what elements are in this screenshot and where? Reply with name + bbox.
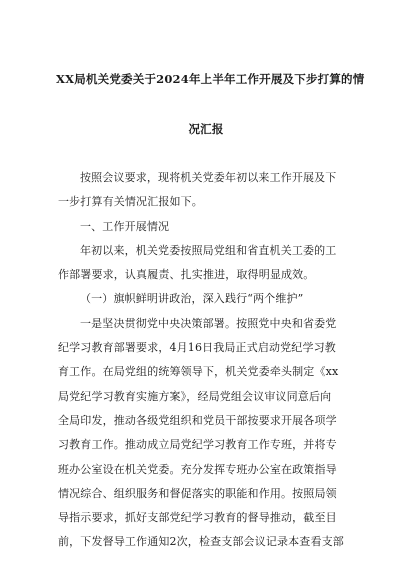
body-line: 作部署要求，认真履责、扎实推进，取得明显成效。 [58,268,315,282]
body-line: 育工作。在局党组的统筹领导下，机关党委牵头制定《xx [58,365,339,379]
subsection-heading: （一）旗帜鲜明讲政治，深入践行“两个维护” [80,292,304,306]
body-line: 情况综合、组织服务和督促落实的职能和作用。按照局领 [58,486,337,500]
document-title-line-1: XX局机关党委关于2024年上半年工作开展及下步打算的情 [56,72,365,86]
body-line: 年初以来，机关党委按照局党组和省直机关工委的工 [80,243,337,257]
body-line: 按照会议要求，现将机关党委年初以来工作开展及下 [80,171,337,184]
section-heading: 一、工作开展情况 [80,219,170,233]
body-line: 习教育工作。推动成立局党纪学习教育工作专班，并将专 [58,438,337,452]
body-line: 班办公室设在机关党委。充分发挥专班办公室在政策指导 [58,462,337,476]
body-line: 一是坚决贯彻党中央决策部署。按照党中央和省委党 [80,316,337,330]
body-line: 全局印发，推动各级党组织和党员干部按要求开展各项学 [58,413,337,427]
document-title-line-2: 况汇报 [188,122,224,136]
body-line: 一步打算有关情况汇报如下。 [58,195,203,209]
body-line: 前，下发督导工作通知2次，检查支部会议记录本查看支部 [58,535,344,549]
body-line: 局党纪学习教育实施方案》，经局党组会议审议同意后向 [58,389,332,403]
body-line: 导指示要求，抓好支部党纪学习教育的督导推动，截至目 [58,511,337,525]
document-body [58,166,352,555]
body-line: 纪学习教育部署要求，4月16日我局正式启动党纪学习教 [58,341,336,355]
